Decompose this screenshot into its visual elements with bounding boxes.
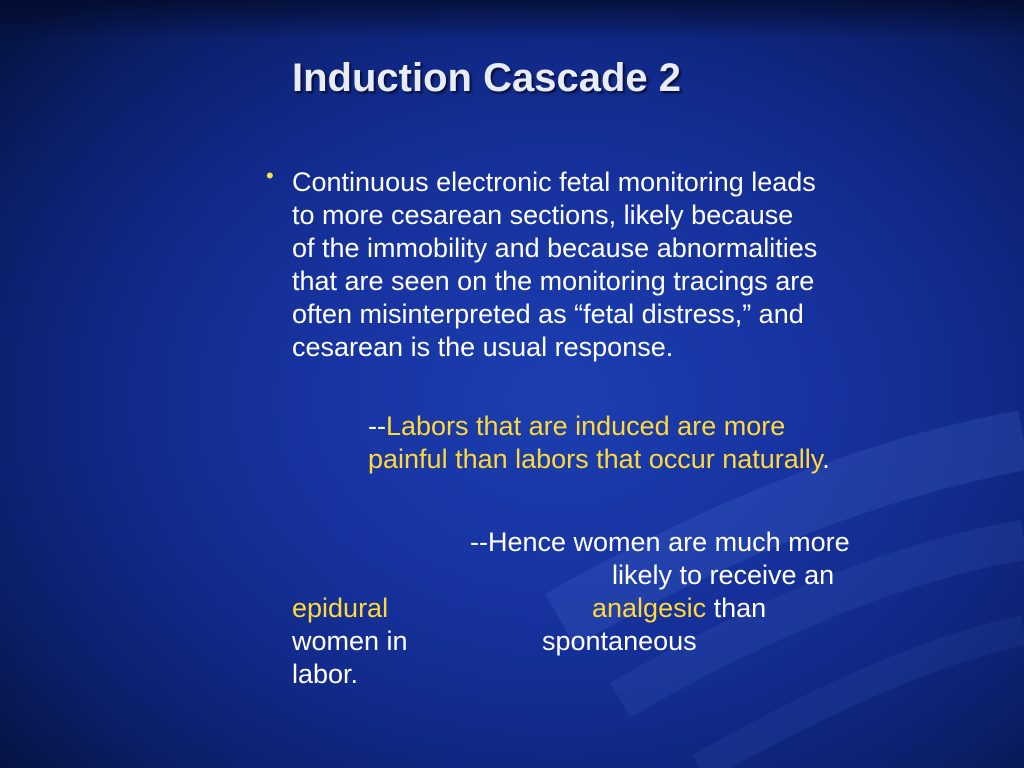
note-line: labor. [292,659,359,689]
highlight-text: painful than labors that occur naturally [368,444,823,474]
note-period: . [822,444,830,474]
note-spontaneous: spontaneous [542,626,697,656]
bullet-paragraph [292,166,972,364]
bullet-line: often misinterpreted as “fetal distress,” and [292,299,804,329]
note-dashes: -- [368,411,386,441]
highlight-text: Labors that are induced are more [385,411,786,441]
bullet-line: Continuous electronic fetal monitoring leads [292,167,816,197]
highlight-epidural: epidural [292,593,389,623]
bullet-dot-icon: • [266,163,274,188]
highlight-analgesic: analgesic [592,593,707,623]
note-line [292,592,972,625]
note-than: than [706,593,767,623]
bullet-line: to more cesarean sections, likely because [292,200,794,230]
top-shade [0,0,1024,40]
note-line: --Hence women are much more [470,527,850,557]
note-line [368,410,988,443]
note-line [368,443,988,476]
epidural-note [292,526,972,691]
slide-title: Induction Cascade 2 [292,56,681,100]
note-women-in: women in [292,626,408,656]
note-line: likely to receive an [612,560,835,590]
bullet-line: that are seen on the monitoring tracings are [292,266,815,296]
bullet-line: cesarean is the usual response. [292,332,674,362]
note-line [292,625,972,658]
induced-labor-note [368,410,988,476]
bullet-line: of the immobility and because abnormalities [292,233,818,263]
